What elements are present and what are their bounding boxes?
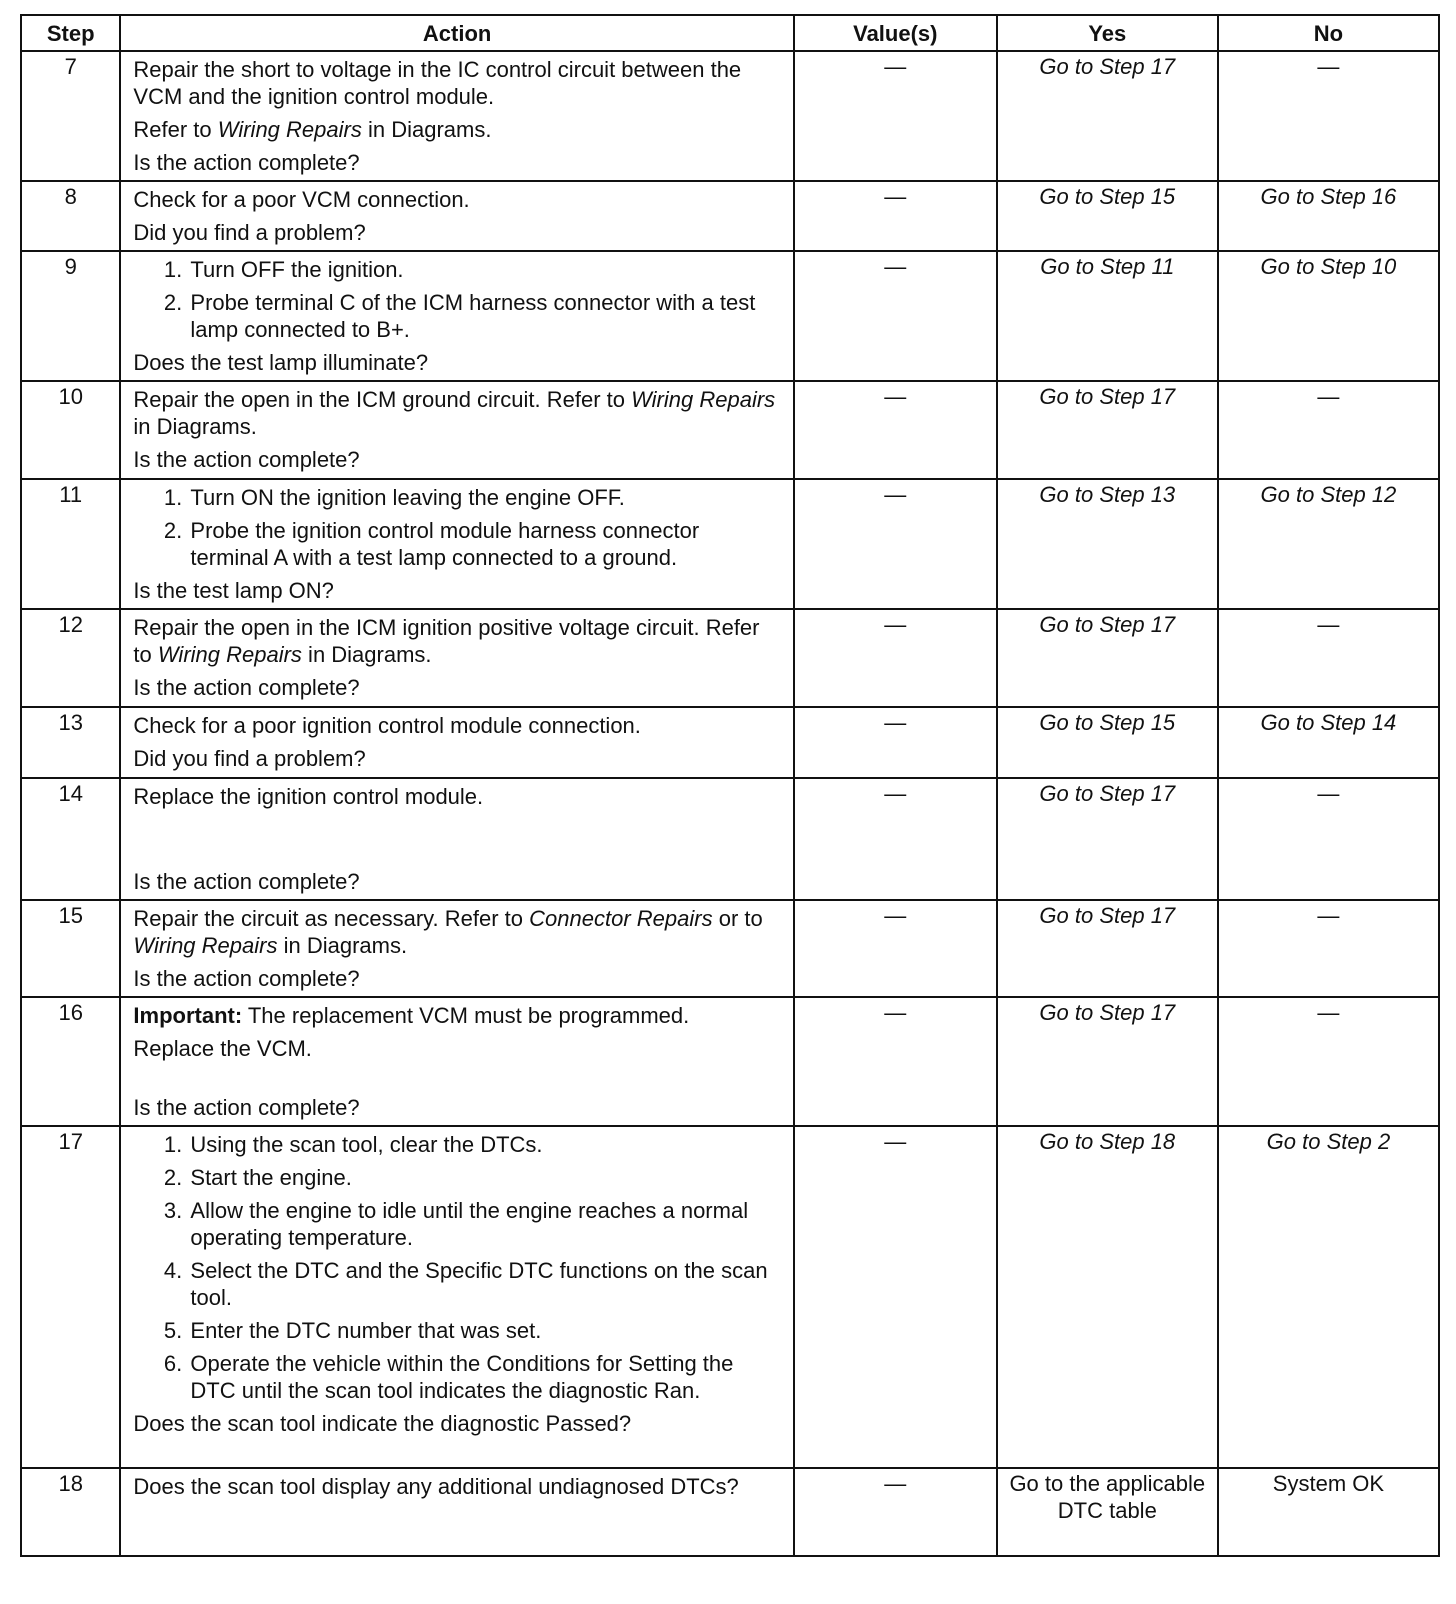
action-question: Did you find a problem? <box>133 220 366 245</box>
numbered-steps <box>133 256 780 343</box>
step-number: 14 <box>21 778 120 900</box>
value-cell: — <box>794 997 997 1126</box>
action-question: Did you find a problem? <box>133 746 366 771</box>
value-cell: — <box>794 381 997 479</box>
step-number: 10 <box>21 381 120 479</box>
numbered-steps <box>133 1131 780 1404</box>
no-cell: — <box>1218 900 1439 997</box>
list-item: 2. Probe the ignition control module harness connector terminal A with a test lamp connected to a ground. <box>188 517 780 571</box>
list-item: 1. Turn ON the ignition leaving the engine OFF. <box>188 484 780 511</box>
list-item: 4. Select the DTC and the Specific DTC functions on the scan tool. <box>188 1257 780 1311</box>
action-question: Is the action complete? <box>133 447 360 472</box>
action-text: Repair the short to voltage in the IC control circuit between the VCM and the ignition control module. <box>133 57 742 109</box>
step-number: 15 <box>21 900 120 997</box>
action-text: Refer to Wiring Repairs in Diagrams. <box>133 117 492 142</box>
action-cell <box>120 707 793 778</box>
step-number: 11 <box>21 479 120 609</box>
action-question: Is the action complete? <box>133 675 360 700</box>
value-cell: — <box>794 778 997 900</box>
yes-cell: Go to Step 13 <box>997 479 1218 609</box>
step-number: 13 <box>21 707 120 778</box>
step-number: 7 <box>21 51 120 181</box>
list-item: 3. Allow the engine to idle until the engine reaches a normal operating temperature. <box>188 1197 780 1251</box>
value-cell: — <box>794 479 997 609</box>
yes-cell: Go to Step 17 <box>997 778 1218 900</box>
table-row <box>21 51 1439 181</box>
step-number: 9 <box>21 251 120 381</box>
table-row <box>21 609 1439 707</box>
yes-cell: Go to Step 17 <box>997 900 1218 997</box>
no-cell: — <box>1218 51 1439 181</box>
value-cell: — <box>794 181 997 251</box>
no-cell: Go to Step 12 <box>1218 479 1439 609</box>
header-row <box>21 15 1439 51</box>
important-note: Important: The replacement VCM must be programmed. <box>133 1003 690 1028</box>
no-cell: Go to Step 14 <box>1218 707 1439 778</box>
no-cell: Go to Step 2 <box>1218 1126 1439 1468</box>
action-cell <box>120 51 793 181</box>
table-row <box>21 381 1439 479</box>
table-row <box>21 778 1439 900</box>
list-item: 2. Probe terminal C of the ICM harness connector with a test lamp connected to B+. <box>188 289 780 343</box>
action-question: Is the action complete? <box>133 150 360 175</box>
value-cell: — <box>794 1126 997 1468</box>
action-question: Is the action complete? <box>133 1095 360 1120</box>
yes-cell: Go to Step 15 <box>997 181 1218 251</box>
table-row <box>21 900 1439 997</box>
value-cell: — <box>794 609 997 707</box>
table-row <box>21 181 1439 251</box>
list-item: 1. Using the scan tool, clear the DTCs. <box>188 1131 780 1158</box>
action-text: Replace the ignition control module. <box>133 784 484 809</box>
action-question: Does the test lamp illuminate? <box>133 350 429 375</box>
header-no: No <box>1218 15 1439 51</box>
no-cell: — <box>1218 609 1439 707</box>
yes-cell: Go to Step 17 <box>997 51 1218 181</box>
step-number: 8 <box>21 181 120 251</box>
action-question: Is the test lamp ON? <box>133 578 334 603</box>
action-text: Replace the VCM. <box>133 1036 312 1061</box>
list-item: 6. Operate the vehicle within the Conditions for Setting the DTC until the scan tool indicates the diagnostic Ran. <box>188 1350 780 1404</box>
numbered-steps <box>133 484 780 571</box>
action-cell <box>120 1468 793 1556</box>
action-text: Repair the open in the ICM ground circuit. Refer to Wiring Repairs in Diagrams. <box>133 387 776 439</box>
table-row <box>21 1126 1439 1468</box>
value-cell: — <box>794 51 997 181</box>
value-cell: — <box>794 251 997 381</box>
table-row <box>21 479 1439 609</box>
action-cell <box>120 1126 793 1468</box>
yes-cell: Go to Step 17 <box>997 997 1218 1126</box>
action-text: Check for a poor VCM connection. <box>133 187 470 212</box>
list-item: 1. Turn OFF the ignition. <box>188 256 780 283</box>
table-row <box>21 997 1439 1126</box>
value-cell: — <box>794 900 997 997</box>
no-cell: — <box>1218 778 1439 900</box>
yes-cell: Go to Step 11 <box>997 251 1218 381</box>
action-question: Does the scan tool display any additional undiagnosed DTCs? <box>133 1474 739 1499</box>
action-cell <box>120 479 793 609</box>
action-question: Does the scan tool indicate the diagnostic Passed? <box>133 1411 632 1436</box>
action-cell <box>120 900 793 997</box>
table-row <box>21 707 1439 778</box>
value-cell: — <box>794 707 997 778</box>
action-cell <box>120 609 793 707</box>
no-cell: System OK <box>1218 1468 1439 1556</box>
diagnostic-table <box>20 14 1440 1557</box>
step-number: 17 <box>21 1126 120 1468</box>
action-text: Repair the circuit as necessary. Refer to Connector Repairs or to Wiring Repairs in Diagrams. <box>133 906 763 958</box>
value-cell: — <box>794 1468 997 1556</box>
step-number: 12 <box>21 609 120 707</box>
yes-cell: Go to Step 18 <box>997 1126 1218 1468</box>
header-yes: Yes <box>997 15 1218 51</box>
action-cell <box>120 381 793 479</box>
action-cell <box>120 251 793 381</box>
list-item: 2. Start the engine. <box>188 1164 780 1191</box>
no-cell: Go to Step 16 <box>1218 181 1439 251</box>
no-cell: — <box>1218 997 1439 1126</box>
yes-cell: Go to Step 15 <box>997 707 1218 778</box>
action-text: Repair the open in the ICM ignition positive voltage circuit. Refer to Wiring Repairs in Diagrams. <box>133 615 760 667</box>
table-row <box>21 251 1439 381</box>
table-row <box>21 1468 1439 1556</box>
action-question: Is the action complete? <box>133 966 360 991</box>
step-number: 18 <box>21 1468 120 1556</box>
no-cell: Go to Step 10 <box>1218 251 1439 381</box>
action-cell <box>120 181 793 251</box>
step-number: 16 <box>21 997 120 1126</box>
action-cell <box>120 778 793 900</box>
header-action: Action <box>120 15 793 51</box>
action-question: Is the action complete? <box>133 869 360 894</box>
no-cell: — <box>1218 381 1439 479</box>
header-step: Step <box>21 15 120 51</box>
action-cell <box>120 997 793 1126</box>
yes-cell: Go to Step 17 <box>997 381 1218 479</box>
action-text: Check for a poor ignition control module connection. <box>133 713 641 738</box>
header-values: Value(s) <box>794 15 997 51</box>
list-item: 5. Enter the DTC number that was set. <box>188 1317 780 1344</box>
yes-cell: Go to the applicable DTC table <box>997 1468 1218 1556</box>
yes-cell: Go to Step 17 <box>997 609 1218 707</box>
